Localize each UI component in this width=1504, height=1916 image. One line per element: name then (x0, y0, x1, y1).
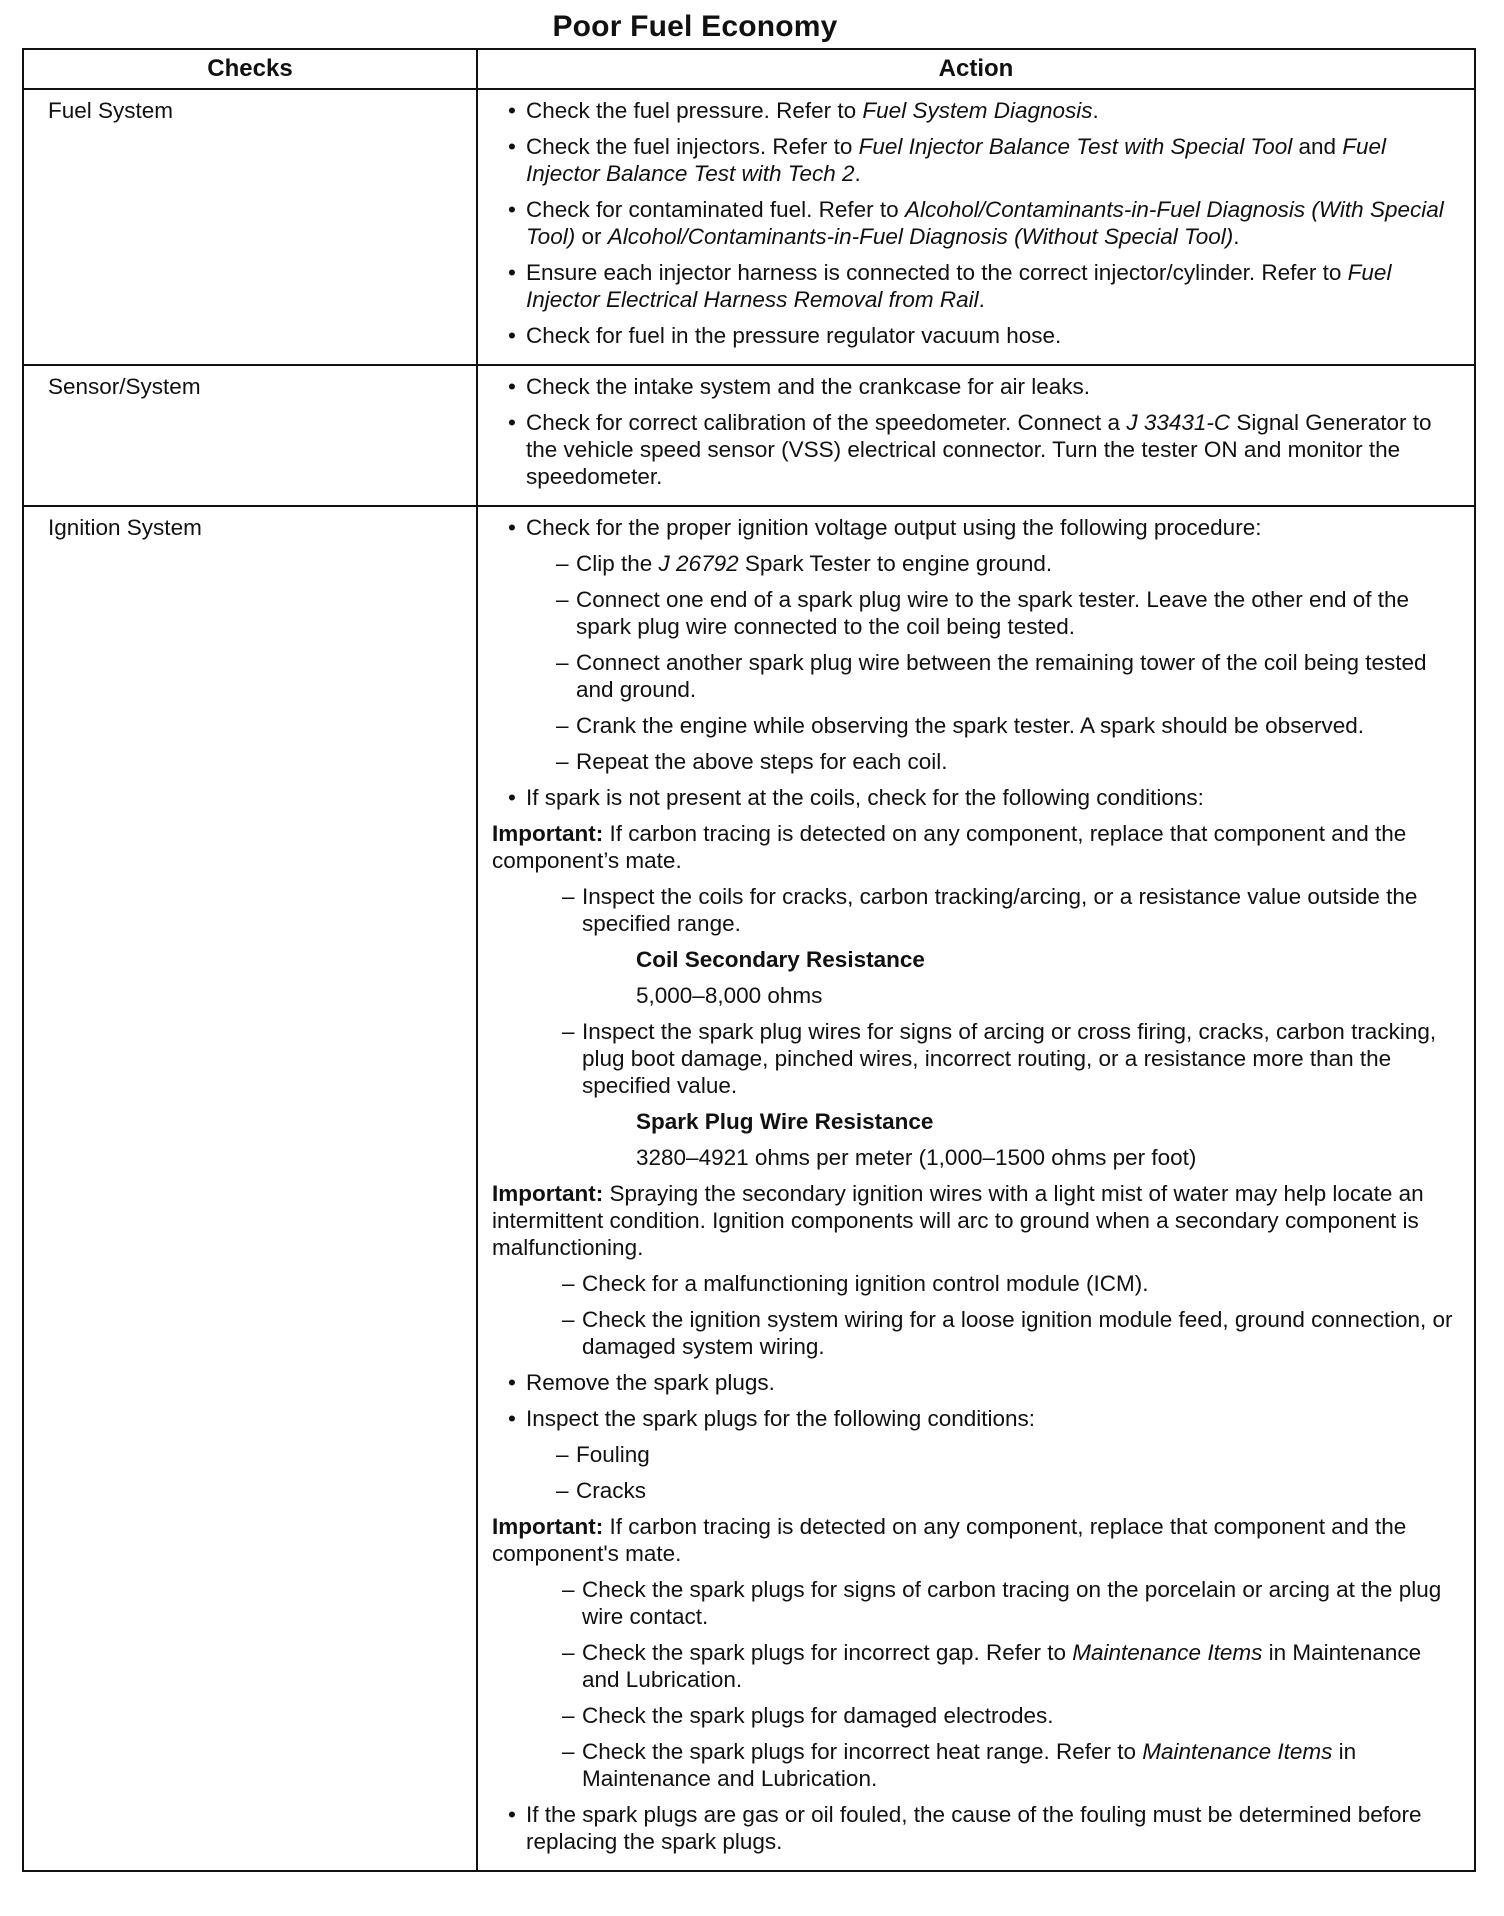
action-fuel-system (478, 90, 1474, 364)
reference-link: Fuel Injector Balance Test with Special Tool (858, 134, 1293, 159)
tool-number: J 33431-C (1126, 410, 1231, 435)
important-label: Important: (492, 1514, 604, 1539)
list-item: • Ensure each injector harness is connected to the correct injector/cylinder. Refer to Fuel Injector Electrical Harness Removal from Rail. (492, 259, 1464, 313)
reference-link: Alcohol/Contaminants-in-Fuel Diagnosis (With Special Tool) (526, 197, 1444, 249)
sub-list-item: – Fouling (492, 1441, 1464, 1468)
action-sensor-system (478, 366, 1474, 505)
reference-link: Maintenance Items (1072, 1640, 1263, 1665)
sub-list-item: – Check for a malfunctioning ignition control module (ICM). (492, 1270, 1464, 1297)
spec-heading: Spark Plug Wire Resistance (636, 1109, 934, 1134)
spec-heading: Coil Secondary Resistance (636, 947, 925, 972)
sub-list-item: – Check the spark plugs for signs of carbon tracing on the porcelain or arcing at the plug wire contact. (492, 1576, 1464, 1630)
diagnostic-table (22, 48, 1476, 1872)
check-ignition-system: Ignition System (24, 507, 478, 1870)
reference-link: Maintenance Items (1142, 1739, 1333, 1764)
sub-list-item: – Check the spark plugs for incorrect gap. Refer to Maintenance Items in Maintenance and Lubrication. (492, 1639, 1464, 1693)
spec-value: 5,000–8,000 ohms (636, 983, 823, 1008)
reference-link: Fuel Injector Electrical Harness Removal from Rail (526, 260, 1392, 312)
table-row (24, 90, 1474, 366)
reference-link: Fuel System Diagnosis (862, 98, 1093, 123)
header-action: Action (938, 55, 1014, 82)
sub-list-item: – Connect another spark plug wire between the remaining tower of the coil being tested and ground. (492, 649, 1464, 703)
spec-value: 3280–4921 ohms per meter (1,000–1500 ohms per foot) (636, 1145, 1197, 1170)
tool-number: J 26792 (658, 551, 739, 576)
sub-list-item: – Inspect the coils for cracks, carbon tracking/arcing, or a resistance value outside the specified range. (492, 883, 1464, 937)
reference-link: Alcohol/Contaminants-in-Fuel Diagnosis (Without Special Tool) (607, 224, 1234, 249)
sub-list-item: – Check the spark plugs for incorrect heat range. Refer to Maintenance Items in Maintenance and Lubrication. (492, 1738, 1464, 1792)
action-ignition-system (478, 507, 1474, 1870)
list-item: • Check the intake system and the crankcase for air leaks. (492, 373, 1464, 400)
sub-list-item: – Check the spark plugs for damaged electrodes. (492, 1702, 1464, 1729)
table-row (24, 366, 1474, 507)
list-item: • Check for the proper ignition voltage output using the following procedure: (492, 514, 1464, 541)
sub-list-item: – Check the ignition system wiring for a loose ignition module feed, ground connection, or damaged system wiring. (492, 1306, 1464, 1360)
list-item: • If spark is not present at the coils, check for the following conditions: (492, 784, 1464, 811)
check-sensor-system: Sensor/System (24, 366, 478, 505)
list-item: • Check for contaminated fuel. Refer to Alcohol/Contaminants-in-Fuel Diagnosis (With Special Tool) or Alcohol/Contaminants-in-Fuel Diagnosis (Without Special Tool). (492, 196, 1464, 250)
sub-list-item: – Connect one end of a spark plug wire to the spark tester. Leave the other end of the spark plug wire connected to the coil being tested. (492, 586, 1464, 640)
table-header-row (24, 50, 1474, 90)
important-note: Important: Spraying the secondary ignition wires with a light mist of water may help locate an intermittent condition. Ignition components will arc to ground when a secondary component is malfunctioning. (492, 1181, 1424, 1260)
reference-link: Fuel Injector Balance Test with Tech 2 (526, 134, 1387, 186)
important-label: Important: (492, 1181, 604, 1206)
sub-list-item: – Cracks (492, 1477, 1464, 1504)
sub-list-item: – Clip the J 26792 Spark Tester to engine ground. (492, 550, 1464, 577)
list-item: • Remove the spark plugs. (492, 1369, 1464, 1396)
sub-list-item: – Inspect the spark plug wires for signs of arcing or cross firing, cracks, carbon tracking, plug boot damage, pinched wires, incorrect routing, or a resistance more than the specified value. (492, 1018, 1464, 1099)
check-fuel-system: Fuel System (24, 90, 478, 364)
list-item: • Check the fuel pressure. Refer to Fuel System Diagnosis. (492, 97, 1464, 124)
list-item: • If the spark plugs are gas or oil fouled, the cause of the fouling must be determined before replacing the spark plugs. (492, 1801, 1464, 1855)
header-checks: Checks (24, 50, 478, 88)
important-note: Important: If carbon tracing is detected on any component, replace that component and the component's mate. (492, 1514, 1407, 1566)
list-item: • Inspect the spark plugs for the following conditions: (492, 1405, 1464, 1432)
sub-list-item: – Crank the engine while observing the spark tester. A spark should be observed. (492, 712, 1464, 739)
sub-list-item: – Repeat the above steps for each coil. (492, 748, 1464, 775)
important-label: Important: (492, 821, 604, 846)
page-title: Poor Fuel Economy (552, 10, 838, 43)
important-note: Important: If carbon tracing is detected on any component, replace that component and the component’s mate. (492, 821, 1407, 873)
list-item: • Check for correct calibration of the speedometer. Connect a J 33431-C Signal Generator to the vehicle speed sensor (VSS) electrical connector. Turn the tester ON and monitor the speedometer. (492, 409, 1464, 490)
list-item: • Check the fuel injectors. Refer to Fuel Injector Balance Test with Special Tool and Fuel Injector Balance Test with Tech 2. (492, 133, 1464, 187)
table-row (24, 507, 1474, 1870)
list-item: • Check for fuel in the pressure regulator vacuum hose. (492, 322, 1464, 349)
